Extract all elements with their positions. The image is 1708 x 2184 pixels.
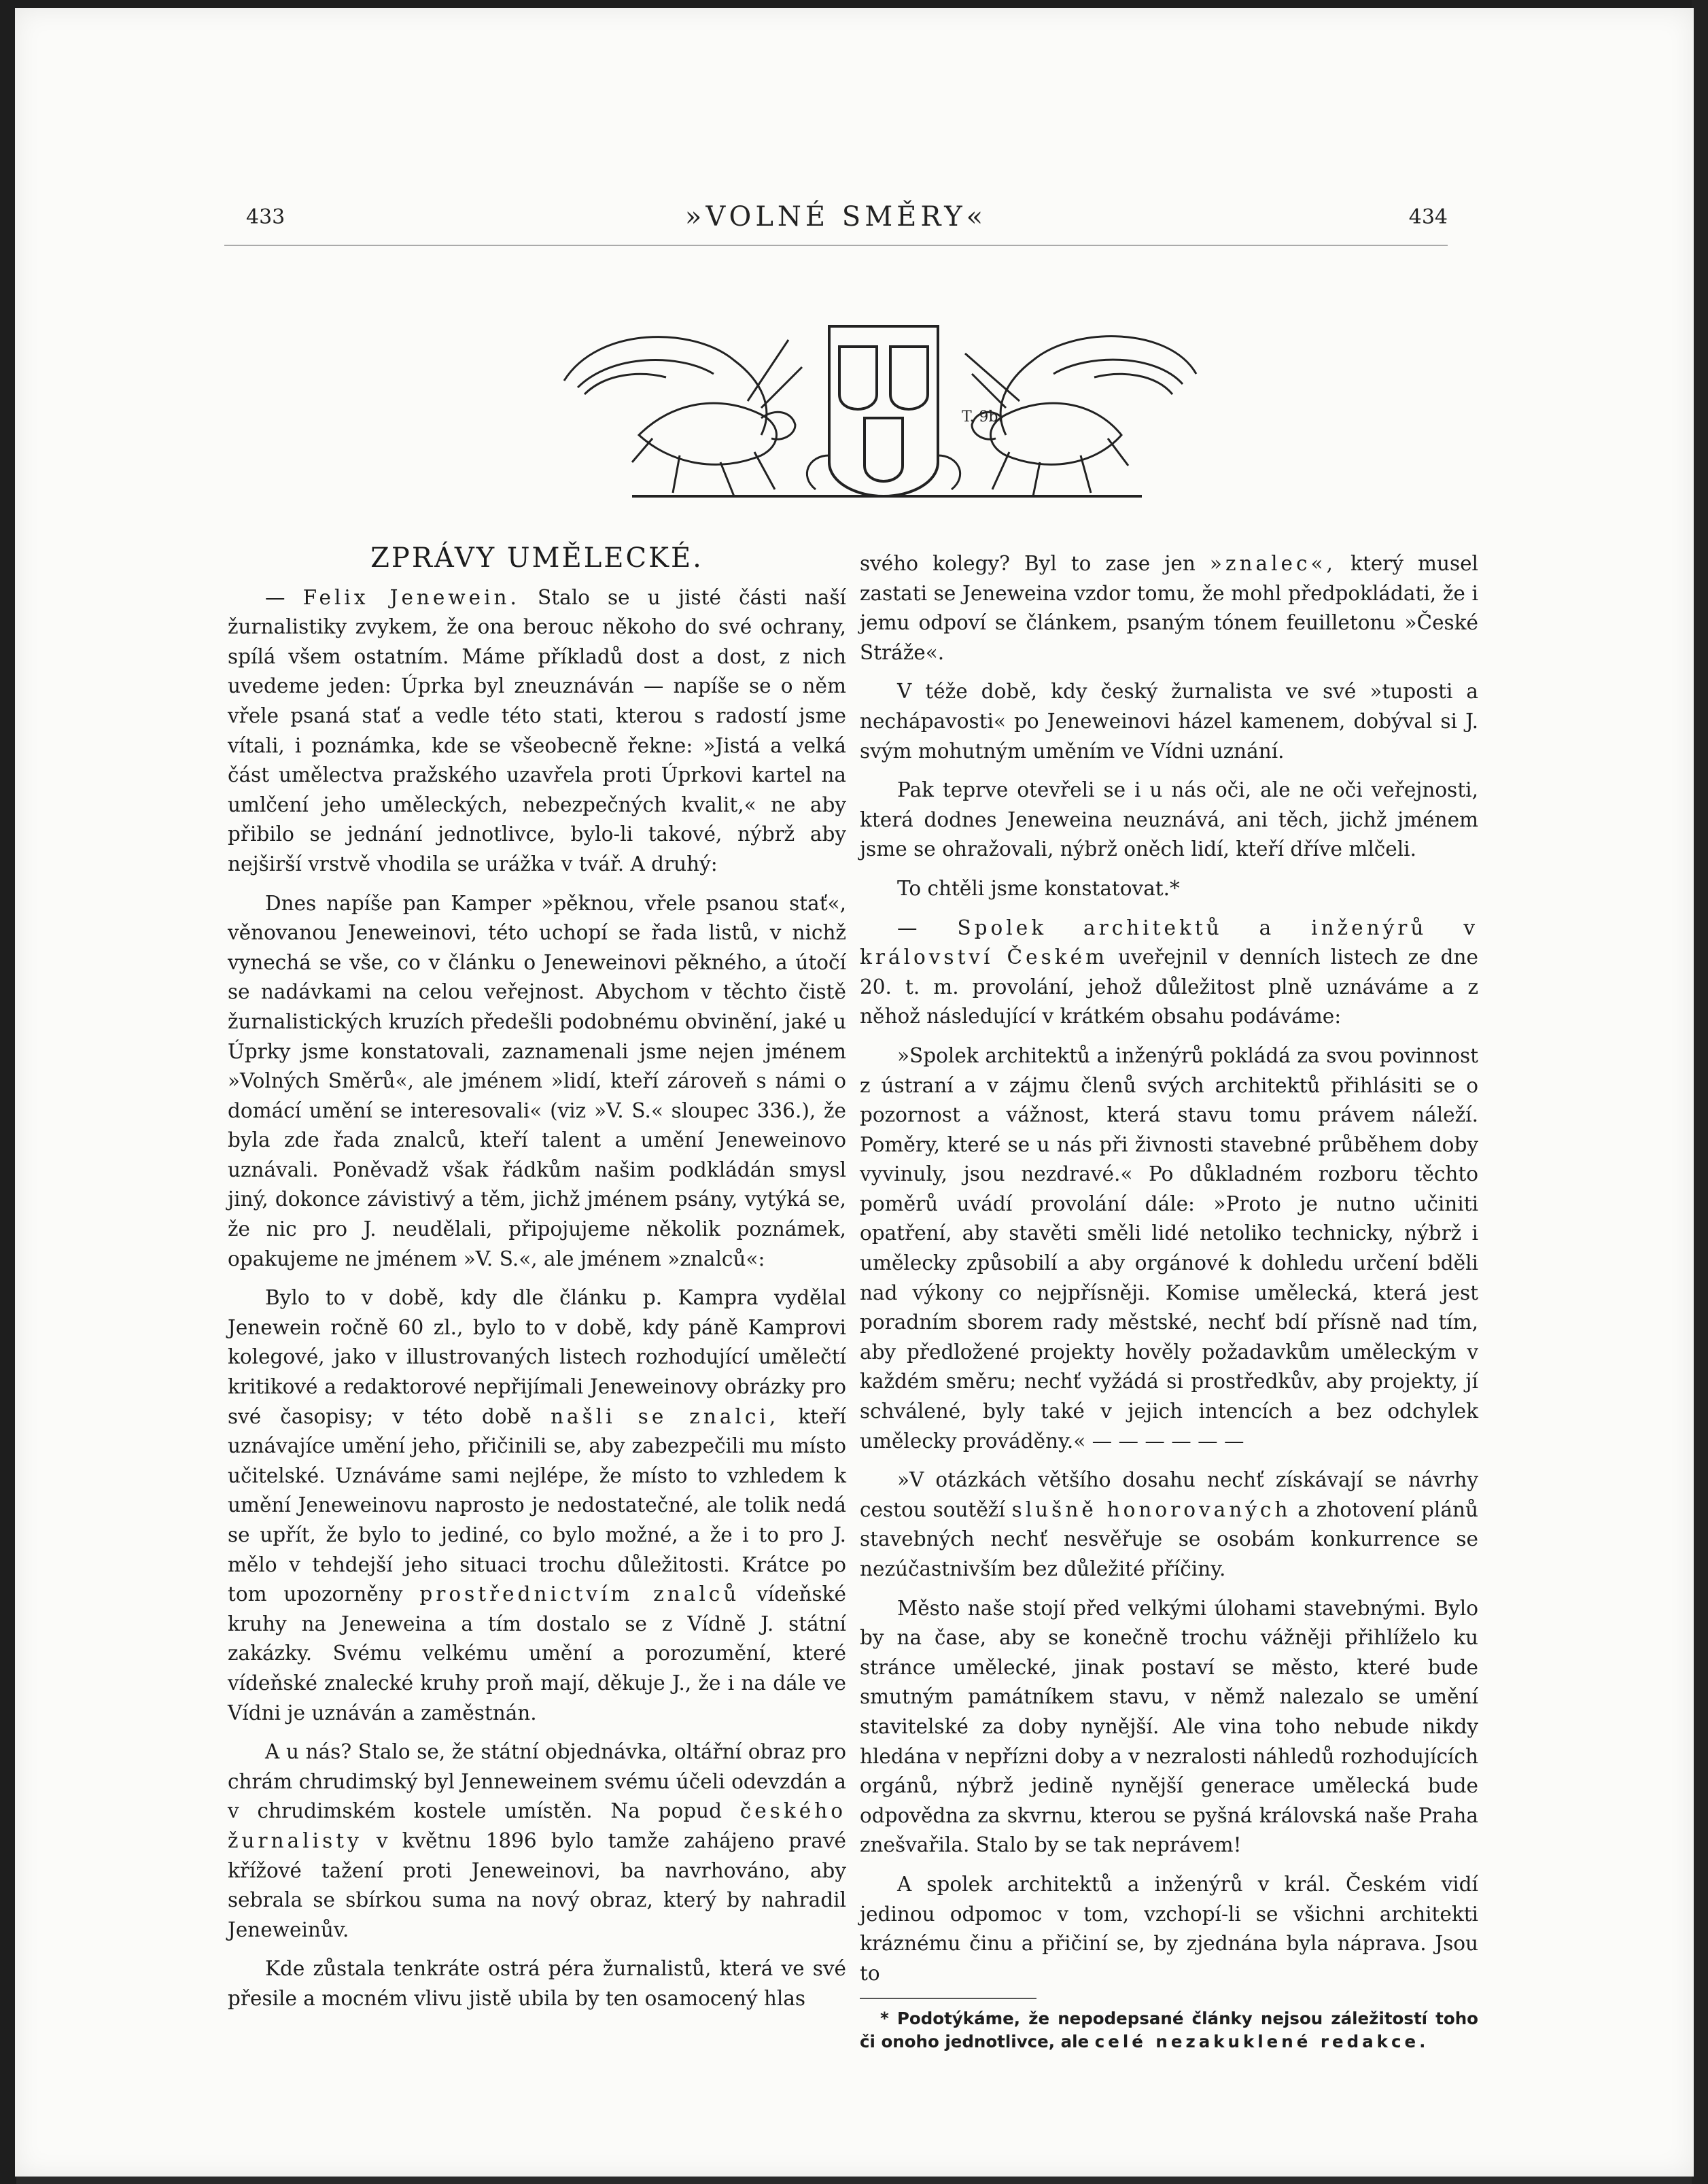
paragraph: svého kolegy? Byl to zase jen »znalec«, který musel zastati se Jeneweina vzdor tomu, že mohl předpokládati, že i jemu odpoví se článkem, psaným tónem feuilletonu »České Stráže«. xyxy=(860,552,1478,664)
spaced-emphasis: »znalec«, xyxy=(1209,552,1336,575)
scan-edge-right xyxy=(1692,0,1708,2184)
paragraph: — Spolek architektů a inženýrů v království Českém uveřejnil v denních listech ze dne 20. t. m. provolání, jehož důležitost plně uznáváme a z něhož následující v krátkém obsahu podáváme: xyxy=(860,916,1479,1028)
paragraph: A u nás? Stalo se, že státní objednávka, oltářní obraz pro chrám chrudimský byl Jenneweinem svému účeli odevzdán a v chrudimském kostele umístěn. Na popud českého žurnalisty v květnu 1896 bylo tamže zahájeno pravé křížové tažení proti Jeneweinovi, ba navrhováno, aby sebrala se sbírkou suma na nový obraz, který by nahradil Jeneweinův. xyxy=(228,1740,846,1941)
footnote: * Podotýkáme, že nepodepsané články nejsou záležitostí toho či onoho jednotlivce, ale celé nezakuklené redakce. xyxy=(860,2009,1478,2052)
vignette-signature: T. 9b. xyxy=(962,409,1003,426)
spaced-emphasis: celé nezakuklené redakce. xyxy=(1094,2032,1429,2052)
paragraph: Kde zůstala tenkráte ostrá péra žurnalistů, která ve své přesile a mocném vlivu jistě ubila by ten osamocený hlas xyxy=(228,1957,846,2010)
paragraph: »Spolek architektů a inženýrů pokládá za svou povinnost z ústraní a v zájmu členů svých architektů přihlásiti se o pozornost a vážnost, která stavu tomu právem náleží. Poměry, které se u nás při živnosti stavebné průběhem doby vyvinuly, jsou nezdravé.« Po důkladném rozboru těchto poměrů uvádí provolání dále: »Proto je nutno učiniti opatření, aby stavěti směli lidé netoliko technicky, nýbrž i umělecky způsobilí a aby orgánové k dohledu určení bděli nad výkony co nejpřísněji. Komise umělecká, která jest poradním sborem rady městské, nechť bdí přísně nad tím, aby předložené projekty hověly požadavkům uměleckým v každém směru; nechť vyžádá si prostředkův, aby projekty, jí schválené, byly také v jejich intencích a bez odchylek umělecky prováděny.« — — — — — — xyxy=(860,1043,1478,1453)
column-right xyxy=(860,549,1478,2063)
section-heading: ZPRÁVY UMĚLECKÉ. xyxy=(370,542,703,574)
grasshoppers-shield-ornament-icon xyxy=(557,299,1203,503)
spaced-emphasis: českého žurnalisty xyxy=(228,1799,846,1852)
page-number-left: 433 xyxy=(246,205,285,229)
spaced-name: Felix Jenewein. xyxy=(302,585,520,609)
paragraph: A spolek architektů a inženýrů v král. Českém vidí jedinou odpomoc v tom, vzchopí-li se všichni architekti kráznému činu a přičiní se, by zjednána byla náprava. Jsou to xyxy=(860,1872,1478,1985)
column-left xyxy=(228,544,846,2024)
paragraph: »V otázkách většího dosahu nechť získávají se návrhy cestou soutěží slušně honorovaných a zhotovení plánů stavebných nechť nesvěřuje se osobám konkurrence se nezúčastnivším bez důležité příčiny. xyxy=(860,1468,1478,1580)
spaced-emphasis: — Spolek architektů a inženýrů v království Českém xyxy=(860,916,1478,969)
paragraph: Dnes napíše pan Kamper »pěknou, vřele psanou stať«, věnovanou Jeneweinovi, této uchopí se řada listů, v nichž vynechá se vše, co v článku o Jeneweinovi pěkného, a útočí se nadávkami na celou veřejnost. Abychom v těchto čistě žurnalistických kruzích předešli podobnému obvinění, jaké u Úprky jsme konstatovali, zaznamenali jsme nejen jménem »Volných Směrů«, ale jménem »lidí, kteří zároveň s námi o domácí umění se interesovali« (viz »V. S.« sloupec 336.), že byla zde řada znalců, kteří talent a umění Jeneweinovo uznávali. Poněvadž však řádkům našim podkládán smysl jiný, dokonce závistivý a těm, jichž jménem psány, vytýká se, že nic pro J. neudělali, připojujeme několik poznámek, opakujeme ne jménem »V. S.«, ale jménem »znalců«: xyxy=(228,891,846,1270)
spaced-emphasis: prostřednictvím znalců xyxy=(419,1582,740,1606)
paragraph: Město naše stojí před velkými úlohami stavebnými. Bylo by na čase, aby se konečně trochu vážněji přihlíželo ku stránce umělecké, jinak postaví se město, které bude smutným památníkem stavu, v němž nalezalo se umění stavitelské za doby nynější. Ale vina toho nebude nikdy hledána v nepřízni doby a v nezralosti náhledů rozhodujících orgánů, nýbrž jedině nynější generace umělecká bude odpovědna za skvrnu, kterou se pyšná královská naše Praha znešvařila. Stalo by se tak neprávem! xyxy=(860,1596,1478,1857)
spaced-emphasis: našli se znalci, xyxy=(551,1404,780,1428)
journal-title: »VOLNÉ SMĚRY« xyxy=(684,201,988,232)
paragraph: Bylo to v době, kdy dle článku p. Kampra vydělal Jenewein ročně 60 zl., bylo to v době, kdy páně Kamprovi kolegové, jako v illustrovaných listech rozhodující umělečtí kritikové a redaktorové nepřijímali Jeneweinovy obrázky pro své časopisy; v této době našli se znalci, kteří uznávajíce umění jeho, přičinili se, aby zabezpečili mu místo učitelské. Uznáváme sami nejlépe, že místo to vzhledem k umění Jeneweinovu naprosto je nedostatečné, ale tolik nedá se upřít, že bylo to jediné, co bylo možné, a že i to pro J. mělo v tehdejší jeho situaci trochu důležitosti. Krátce po tom upozorněny prostřednictvím znalců vídeňské kruhy na Jeneweina a tím dostalo se z Vídně J. státní zakázky. Svému velkému umění a porozumění, které vídeňské znalecké kruhy proň mají, děkuje J., že i na dále ve Vídni je uznáván a zaměstnán. xyxy=(228,1286,846,1724)
running-header xyxy=(224,201,1448,246)
page-number-right: 434 xyxy=(1408,205,1448,229)
spaced-emphasis: slušně honorovaných xyxy=(1011,1497,1291,1521)
header-rule xyxy=(224,245,1448,246)
footnote-rule xyxy=(860,1998,1036,1999)
paragraph: V téže době, kdy český žurnalista ve své »tuposti a nechápavosti« po Jeneweinovi házel kamenem, dobýval si J. svým mohutným uměním ve Vídni uznání. xyxy=(860,680,1478,763)
paragraph: — Felix Jenewein. Stalo se u jisté části naší žurnalistiky zvykem, že ona berouc někoho do své ochrany, spílá všem ostatním. Máme příkladů dost a dost, z nich uvedeme jeden: Úprka byl zneuznáván — napíše se o něm vřele psaná stať a vedle této stati, kterou s radostí jsme vítali, i poznámka, kde se všeobecně řekne: »Jistá a velká část umělectva pražského uzavřela proti Úprkovi kartel na umlčení jeho uměleckých, nebezpečných kvalit,« ne aby přibilo se jednání jednotlivce, bylo-li takové, nýbrž aby nejširší vrstvě vhodila se urážka v tvář. A druhý: xyxy=(228,585,846,876)
paragraph: Pak teprve otevřeli se i u nás oči, ale ne oči veřejnosti, která dodnes Jeneweina neuznává, ani těch, jichž jménem jsme se ohražovali, nýbrž oněch lidí, kteří dříve mlčeli. xyxy=(860,778,1478,861)
scan-edge-left xyxy=(0,0,16,2184)
paragraph: To chtěli jsme konstatovat.* xyxy=(897,876,1180,900)
